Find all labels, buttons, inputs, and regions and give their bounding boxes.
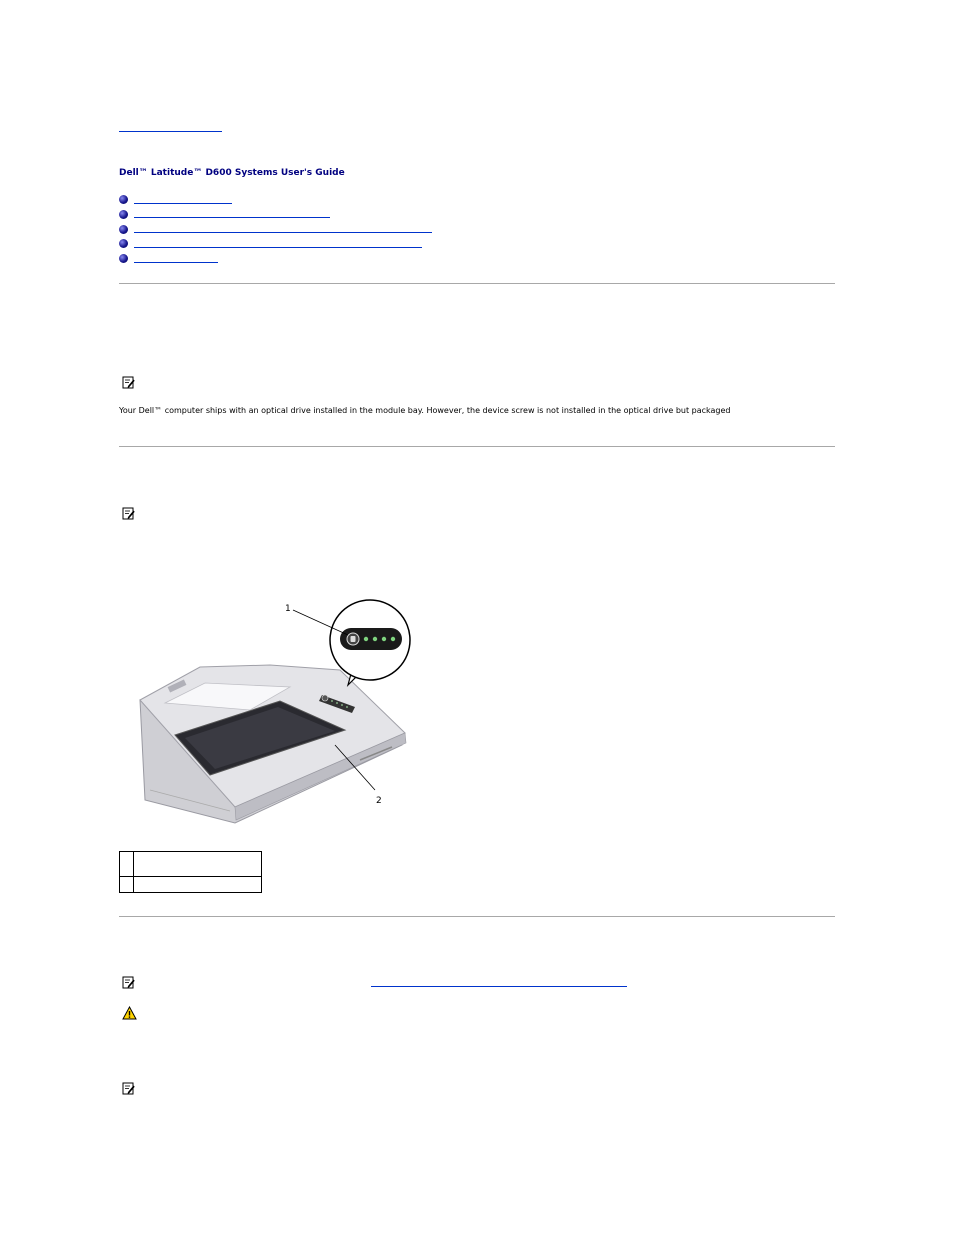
callout-legend-table [119, 851, 262, 893]
toc-link-1[interactable] [134, 203, 232, 204]
toc-bullet-icon [119, 195, 128, 204]
toc-bullet-icon [119, 210, 128, 219]
note-link[interactable] [371, 986, 627, 987]
legend-description [134, 877, 262, 893]
legend-number [120, 877, 134, 893]
legend-description [134, 852, 262, 877]
toc-link-2[interactable] [134, 217, 330, 218]
note-pencil-icon [122, 1082, 135, 1095]
callout-1: 1 [285, 604, 291, 614]
guide-title: Dell™ Latitude™ D600 Systems User's Guide [119, 168, 345, 178]
toc-bullet-icon [119, 239, 128, 248]
legend-number [120, 852, 134, 877]
section-divider [119, 446, 835, 447]
note-pencil-icon [122, 507, 135, 520]
section-divider [119, 283, 835, 284]
caution-triangle-icon [122, 1006, 137, 1020]
optical-drive-text: Your Dell™ computer ships with an optical drive installed in the module bay. However, the device screw is not installed in the optical drive but packaged [119, 406, 731, 415]
toc-link-4[interactable] [134, 247, 422, 248]
top-link[interactable] [119, 131, 222, 132]
toc-link-3[interactable] [134, 232, 432, 233]
toc-bullet-icon [119, 254, 128, 263]
toc-link-5[interactable] [134, 262, 218, 263]
optical-drive-illustration [130, 595, 420, 830]
table-row [120, 877, 262, 893]
table-row [120, 852, 262, 877]
note-pencil-icon [122, 376, 135, 389]
note-pencil-icon [122, 976, 135, 989]
toc-bullet-icon [119, 225, 128, 234]
callout-2: 2 [376, 796, 382, 806]
section-divider [119, 916, 835, 917]
